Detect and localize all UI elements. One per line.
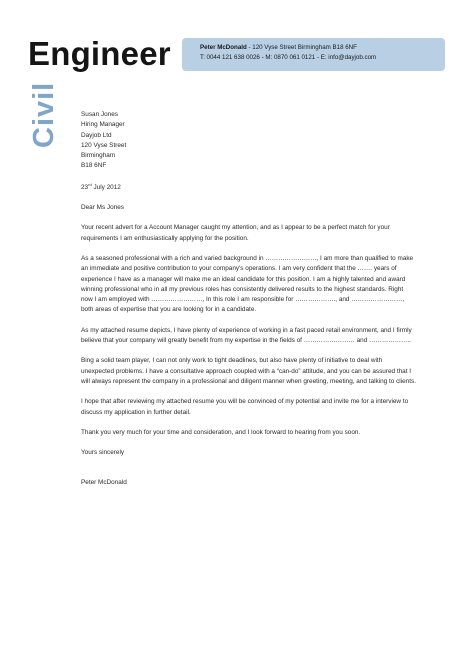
letter-body bbox=[81, 110, 416, 489]
closing: Yours sincerely bbox=[81, 449, 125, 457]
recipient-name: Susan Jones bbox=[81, 111, 118, 118]
salutation: Dear Ms Jones bbox=[81, 204, 124, 212]
paragraph-experience: As a seasoned professional with a rich and varied background in ……………………, I am more than qualified to make an immediate and positive contribution to your company's operations. I am very confident that the ……. years of experience I have as a manager will make me an ideal candidate for this position. I am a highly talented and award winning professional who in all my previous roles has consistently delivered results to the highest standards. Right now I am employed with ……………………, In this role I am responsible for ………………., and ……………………, both areas of expertise that you are looking for in a candidate. bbox=[81, 254, 414, 314]
contact-address-line bbox=[200, 43, 445, 53]
sender-address: - 120 Vyse Street Birmingham B18 6NF bbox=[246, 44, 357, 51]
paragraph-resume: As my attached resume depicts, I have plenty of experience of working in a fast paced retail environment, and I firmly believe that your company will greatly benefit from my expertise in the fields of …………………… and ……………….. bbox=[81, 326, 412, 345]
job-title-vertical-word: Civil bbox=[28, 81, 60, 148]
recipient-street: 120 Vyse Street bbox=[81, 141, 127, 149]
recipient-postcode: B18 6NF bbox=[81, 162, 107, 170]
letter-date bbox=[81, 183, 416, 193]
date-day: 23 bbox=[81, 183, 89, 191]
paragraph-teamwork: Bing a solid team player, I can not only work to tight deadlines, but also have plenty of initiative to deal with unexpected problems. I have a consultative approach coupled with a “can-do” attitude, and you can be assured that I will always represent the company in a professional and diligent manner when greeting, meeting, and talking to clients. bbox=[81, 357, 416, 385]
contact-phone-email-line: T: 0044 121 638 0026 - M: 0870 061 0121 - E: info@dayjob.com bbox=[200, 54, 377, 61]
contact-details-box bbox=[182, 38, 445, 71]
date-suffix: rd bbox=[88, 181, 92, 187]
paragraph-thanks: Thank you very much for your time and consideration, and I look forward to hearing from you soon. bbox=[81, 428, 361, 436]
date-month-year: July 2012 bbox=[91, 183, 121, 191]
recipient-city: Birmingham bbox=[81, 152, 116, 160]
paragraph-intro: Your recent advert for a Account Manager caught my attention, and as I appear to be a perfect match for your requirements I am enthusiastically applying for the position. bbox=[81, 224, 390, 242]
sender-name: Peter McDonald bbox=[200, 44, 247, 51]
recipient-company: Dayjob Ltd bbox=[81, 131, 112, 139]
paragraph-interview: I hope that after reviewing my attached resume you will be convinced of my potential and invite me for a interview to discuss my application in further detail. bbox=[81, 398, 409, 416]
job-title-heading: Engineer bbox=[28, 35, 171, 72]
recipient-job-title: Hiring Manager bbox=[81, 121, 125, 129]
signature-name: Peter McDonald bbox=[81, 479, 127, 487]
recipient-address bbox=[81, 110, 416, 172]
